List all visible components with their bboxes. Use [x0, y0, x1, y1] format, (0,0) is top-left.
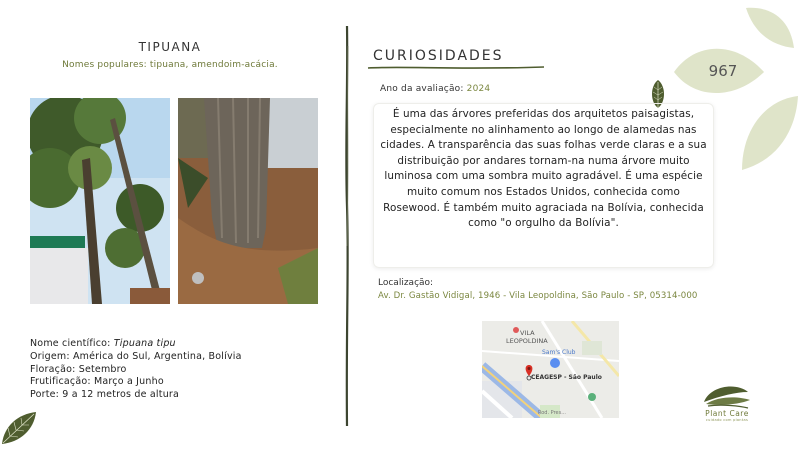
tree-details: [30, 338, 242, 402]
map-pin-label: CEAGESP - São Paulo: [531, 374, 602, 381]
map-road-label: Rod. Pres...: [538, 410, 566, 416]
tree-photo-trunk: [178, 98, 318, 304]
evaluation-year: [380, 84, 490, 94]
location-address: Av. Dr. Gastão Vidigal, 1946 - Vila Leopoldina, São Paulo - SP, 05314-000: [378, 291, 698, 301]
evaluation-number: 967: [708, 62, 738, 80]
curiosities-text: É uma das árvores preferidas dos arquitetos paisagistas, especialmente no alinhamento ao longo de alamedas nas cidades. A transparência das suas folhas verde claras e a sua distribuição por andares tornam-na numa árvore muito luminosa com uma sombra muito agradável. É uma espécie muito comum nos Estados Unidos, conhecida como Rosewood. É também muito agraciada na Bolívia, conhecida como "o orgulho da Bolívia".: [373, 103, 714, 268]
map-store-label: Sam's Club: [542, 349, 576, 356]
year-label: Ano da avaliação:: [380, 84, 467, 94]
curiosities-title: CURIOSIDADES: [373, 48, 504, 64]
popular-names: Nomes populares: tipuana, amendoim-acácia.: [62, 60, 278, 70]
fruiting: Frutificação: Março a Junho: [30, 376, 164, 388]
scientific-name-line: [30, 338, 242, 351]
brand-tagline: cuidado com plantas: [705, 418, 749, 422]
scientific-name-value: Tipuana tipu: [113, 338, 176, 349]
year-value: 2024: [466, 84, 491, 94]
brand-name: Plant Care: [705, 409, 749, 418]
origin: Origem: América do Sul, Argentina, Bolívia: [30, 350, 242, 362]
location-map[interactable]: [482, 321, 619, 418]
flowering: Floração: Setembro: [30, 363, 127, 375]
size: Porte: 9 a 12 metros de altura: [30, 389, 180, 401]
map-district-line-1: VILA: [520, 329, 535, 337]
tree-photo-canopy: [30, 98, 170, 304]
map-district-line-2: LEOPOLDINA: [506, 337, 548, 345]
title-underline: [366, 65, 546, 71]
tree-title: TIPUANA: [138, 40, 202, 54]
scientific-name-label: Nome científico:: [30, 338, 114, 349]
section-divider: [343, 26, 351, 426]
location-label: Localização:: [378, 278, 434, 288]
leaf-icon: [0, 406, 42, 446]
